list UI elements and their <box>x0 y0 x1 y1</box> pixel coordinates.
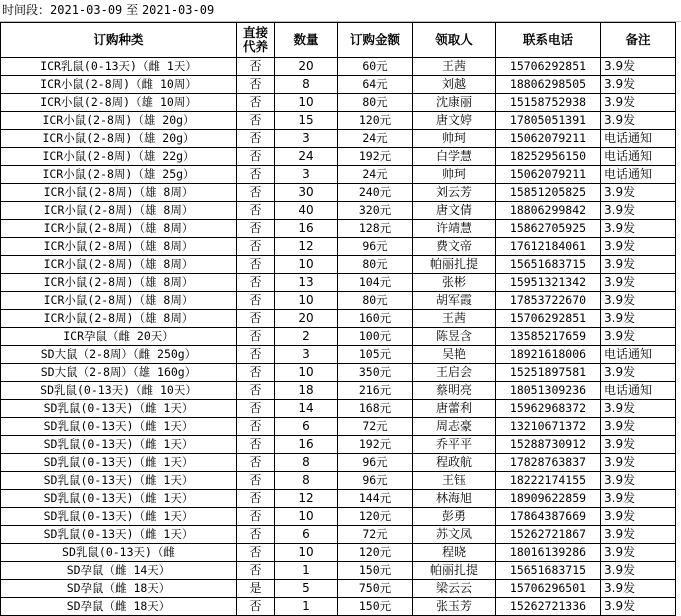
phone-cell: 18806299842 <box>496 202 601 220</box>
table-row <box>1 544 676 562</box>
recipient-cell: 帅珂 <box>413 130 496 148</box>
direct-raise-cell: 否 <box>237 508 275 526</box>
quantity-cell: 10 <box>275 544 338 562</box>
table-row <box>1 238 676 256</box>
table-row <box>1 580 676 598</box>
recipient-cell: 程政航 <box>413 454 496 472</box>
direct-raise-cell: 否 <box>237 76 275 94</box>
type-cell: SD大鼠（2-8周）（雄 160g） <box>1 364 237 382</box>
type-cell: ICR孕鼠（雌 20天） <box>1 328 237 346</box>
note-cell: 3.9发 <box>601 238 676 256</box>
amount-cell: 144元 <box>338 490 413 508</box>
phone-cell: 17612184061 <box>496 238 601 256</box>
direct-raise-cell: 否 <box>237 562 275 580</box>
amount-cell: 150元 <box>338 562 413 580</box>
amount-cell: 72元 <box>338 418 413 436</box>
type-cell: SD乳鼠(0-13天)（雌 1天） <box>1 400 237 418</box>
phone-cell: 15706296501 <box>496 580 601 598</box>
table-row <box>1 292 676 310</box>
direct-raise-cell: 否 <box>237 436 275 454</box>
note-cell: 电话通知 <box>601 382 676 400</box>
direct-raise-cell: 否 <box>237 346 275 364</box>
recipient-cell: 胡军霞 <box>413 292 496 310</box>
note-cell: 3.9发 <box>601 184 676 202</box>
type-cell: ICR小鼠(2-8周)（雄 25g） <box>1 166 237 184</box>
range-separator: 至 <box>126 3 139 17</box>
amount-cell: 150元 <box>338 598 413 616</box>
time-range-header <box>0 0 681 22</box>
phone-cell: 13210671372 <box>496 418 601 436</box>
table-row <box>1 526 676 544</box>
table-row <box>1 112 676 130</box>
note-cell: 3.9发 <box>601 544 676 562</box>
type-cell: SD乳鼠(0-13天)（雌 1天） <box>1 508 237 526</box>
quantity-cell: 10 <box>275 292 338 310</box>
type-cell: ICR小鼠(2-8周)（雄 8周） <box>1 292 237 310</box>
direct-raise-cell: 否 <box>237 130 275 148</box>
quantity-cell: 8 <box>275 472 338 490</box>
direct-raise-cell: 否 <box>237 328 275 346</box>
quantity-cell: 40 <box>275 202 338 220</box>
recipient-cell: 唐蕾利 <box>413 400 496 418</box>
phone-cell: 15862705925 <box>496 220 601 238</box>
type-cell: ICR小鼠(2-8周)（雄 22g） <box>1 148 237 166</box>
type-cell: ICR小鼠(2-8周)（雄 20g） <box>1 112 237 130</box>
amount-cell: 120元 <box>338 508 413 526</box>
type-cell: ICR小鼠(2-8周)（雄 20g） <box>1 130 237 148</box>
note-cell: 3.9发 <box>601 256 676 274</box>
quantity-cell: 6 <box>275 418 338 436</box>
table-row <box>1 148 676 166</box>
phone-cell: 17853722670 <box>496 292 601 310</box>
direct-raise-cell: 否 <box>237 310 275 328</box>
table-row <box>1 562 676 580</box>
direct-raise-cell: 否 <box>237 490 275 508</box>
phone-cell: 15962968372 <box>496 400 601 418</box>
amount-cell: 192元 <box>338 436 413 454</box>
recipient-cell: 吴艳 <box>413 346 496 364</box>
phone-cell: 15851205825 <box>496 184 601 202</box>
recipient-cell: 程晓 <box>413 544 496 562</box>
phone-cell: 18806298505 <box>496 76 601 94</box>
table-row <box>1 256 676 274</box>
recipient-cell: 帕丽扎提 <box>413 562 496 580</box>
table-row <box>1 94 676 112</box>
table-row <box>1 76 676 94</box>
type-cell: ICR小鼠(2-8周)（雄 8周） <box>1 274 237 292</box>
table-row <box>1 472 676 490</box>
table-row <box>1 220 676 238</box>
quantity-cell: 1 <box>275 598 338 616</box>
amount-cell: 120元 <box>338 112 413 130</box>
table-row <box>1 382 676 400</box>
quantity-cell: 3 <box>275 130 338 148</box>
quantity-cell: 20 <box>275 310 338 328</box>
quantity-cell: 10 <box>275 94 338 112</box>
quantity-cell: 3 <box>275 166 338 184</box>
direct-raise-cell: 否 <box>237 454 275 472</box>
amount-cell: 105元 <box>338 346 413 364</box>
direct-raise-cell: 否 <box>237 544 275 562</box>
quantity-cell: 24 <box>275 148 338 166</box>
date-from: 2021-03-09 <box>50 3 123 17</box>
phone-cell: 18252956150 <box>496 148 601 166</box>
note-cell: 3.9发 <box>601 220 676 238</box>
amount-cell: 160元 <box>338 310 413 328</box>
amount-cell: 96元 <box>338 472 413 490</box>
type-cell: ICR小鼠(2-8周)（雄 8周） <box>1 238 237 256</box>
phone-cell: 15262721336 <box>496 598 601 616</box>
column-header-direct-raise: 直接代养 <box>237 23 275 58</box>
table-row <box>1 598 676 616</box>
amount-cell: 80元 <box>338 292 413 310</box>
recipient-cell: 王启会 <box>413 364 496 382</box>
direct-raise-cell: 否 <box>237 148 275 166</box>
recipient-cell: 张玉芳 <box>413 598 496 616</box>
recipient-cell: 沈康丽 <box>413 94 496 112</box>
column-header-phone: 联系电话 <box>496 23 601 58</box>
amount-cell: 120元 <box>338 544 413 562</box>
recipient-cell: 乔平平 <box>413 436 496 454</box>
note-cell: 3.9发 <box>601 310 676 328</box>
amount-cell: 192元 <box>338 148 413 166</box>
note-cell: 电话通知 <box>601 346 676 364</box>
recipient-cell: 帅珂 <box>413 166 496 184</box>
note-cell: 3.9发 <box>601 598 676 616</box>
direct-raise-cell: 否 <box>237 238 275 256</box>
note-cell: 电话通知 <box>601 166 676 184</box>
note-cell: 3.9发 <box>601 508 676 526</box>
quantity-cell: 6 <box>275 526 338 544</box>
direct-raise-cell: 否 <box>237 112 275 130</box>
recipient-cell: 苏文凤 <box>413 526 496 544</box>
column-header-recipient: 领取人 <box>413 23 496 58</box>
recipient-cell: 王茜 <box>413 58 496 76</box>
direct-raise-cell: 否 <box>237 202 275 220</box>
amount-cell: 350元 <box>338 364 413 382</box>
type-cell: SD乳鼠(0-13天)（雌 1天） <box>1 490 237 508</box>
amount-cell: 64元 <box>338 76 413 94</box>
phone-cell: 15651683715 <box>496 256 601 274</box>
note-cell: 3.9发 <box>601 112 676 130</box>
amount-cell: 96元 <box>338 238 413 256</box>
recipient-cell: 林海旭 <box>413 490 496 508</box>
type-cell: SD孕鼠（雌 18天） <box>1 580 237 598</box>
type-cell: SD乳鼠(0-13天)（雌 <box>1 544 237 562</box>
phone-cell: 18909622859 <box>496 490 601 508</box>
phone-cell: 18016139286 <box>496 544 601 562</box>
quantity-cell: 12 <box>275 238 338 256</box>
amount-cell: 24元 <box>338 130 413 148</box>
note-cell: 3.9发 <box>601 202 676 220</box>
amount-cell: 320元 <box>338 202 413 220</box>
type-cell: SD乳鼠(0-13天)（雌 1天） <box>1 526 237 544</box>
table-row <box>1 418 676 436</box>
note-cell: 3.9发 <box>601 400 676 418</box>
type-cell: SD孕鼠（雌 18天） <box>1 598 237 616</box>
type-cell: SD大鼠（2-8周）（雌 250g） <box>1 346 237 364</box>
table-row <box>1 130 676 148</box>
phone-cell: 15251897581 <box>496 364 601 382</box>
type-cell: ICR乳鼠(0-13天)（雌 1天） <box>1 58 237 76</box>
note-cell: 3.9发 <box>601 418 676 436</box>
direct-raise-cell: 否 <box>237 94 275 112</box>
phone-cell: 15951321342 <box>496 274 601 292</box>
type-cell: SD乳鼠(0-13天)（雌 1天） <box>1 418 237 436</box>
type-cell: ICR小鼠(2-8周)（雄 8周） <box>1 202 237 220</box>
type-cell: ICR小鼠(2-8周)（雄 10周） <box>1 94 237 112</box>
type-cell: ICR小鼠(2-8周)（雄 8周） <box>1 310 237 328</box>
type-cell: ICR小鼠(2-8周)（雄 8周） <box>1 256 237 274</box>
note-cell: 3.9发 <box>601 274 676 292</box>
recipient-cell: 帕丽扎提 <box>413 256 496 274</box>
phone-cell: 15706292851 <box>496 310 601 328</box>
type-cell: SD乳鼠(0-13天)（雌 1天） <box>1 454 237 472</box>
recipient-cell: 梁云云 <box>413 580 496 598</box>
quantity-cell: 10 <box>275 508 338 526</box>
direct-raise-cell: 否 <box>237 292 275 310</box>
note-cell: 3.9发 <box>601 490 676 508</box>
quantity-cell: 15 <box>275 112 338 130</box>
amount-cell: 104元 <box>338 274 413 292</box>
table-row <box>1 364 676 382</box>
quantity-cell: 8 <box>275 76 338 94</box>
type-cell: SD乳鼠(0-13天)（雌 1天） <box>1 436 237 454</box>
recipient-cell: 周志豪 <box>413 418 496 436</box>
note-cell: 3.9发 <box>601 472 676 490</box>
recipient-cell: 唐文婷 <box>413 112 496 130</box>
quantity-cell: 16 <box>275 436 338 454</box>
phone-cell: 15288730912 <box>496 436 601 454</box>
phone-cell: 18921618006 <box>496 346 601 364</box>
note-cell: 3.9发 <box>601 76 676 94</box>
recipient-cell: 彭勇 <box>413 508 496 526</box>
note-cell: 3.9发 <box>601 94 676 112</box>
phone-cell: 15062079211 <box>496 166 601 184</box>
recipient-cell: 许靖慧 <box>413 220 496 238</box>
direct-raise-cell: 否 <box>237 166 275 184</box>
quantity-cell: 2 <box>275 328 338 346</box>
note-cell: 3.9发 <box>601 526 676 544</box>
note-cell: 3.9发 <box>601 328 676 346</box>
order-table <box>0 22 676 616</box>
note-cell: 3.9发 <box>601 364 676 382</box>
recipient-cell: 王茜 <box>413 310 496 328</box>
quantity-cell: 1 <box>275 562 338 580</box>
note-cell: 3.9发 <box>601 58 676 76</box>
quantity-cell: 8 <box>275 454 338 472</box>
table-row <box>1 454 676 472</box>
table-header-row <box>1 23 676 58</box>
table-row <box>1 202 676 220</box>
direct-raise-cell: 否 <box>237 382 275 400</box>
direct-raise-cell: 否 <box>237 472 275 490</box>
quantity-cell: 10 <box>275 364 338 382</box>
amount-cell: 240元 <box>338 184 413 202</box>
table-row <box>1 184 676 202</box>
amount-cell: 100元 <box>338 328 413 346</box>
table-row <box>1 310 676 328</box>
note-cell: 3.9发 <box>601 580 676 598</box>
table-row <box>1 400 676 418</box>
recipient-cell: 张彬 <box>413 274 496 292</box>
phone-cell: 15706292851 <box>496 58 601 76</box>
table-row <box>1 328 676 346</box>
direct-raise-cell: 否 <box>237 274 275 292</box>
quantity-cell: 13 <box>275 274 338 292</box>
phone-cell: 17805051391 <box>496 112 601 130</box>
amount-cell: 72元 <box>338 526 413 544</box>
type-cell: ICR小鼠(2-8周)（雄 8周） <box>1 220 237 238</box>
note-cell: 电话通知 <box>601 130 676 148</box>
direct-raise-cell: 否 <box>237 364 275 382</box>
amount-cell: 96元 <box>338 454 413 472</box>
amount-cell: 60元 <box>338 58 413 76</box>
amount-cell: 80元 <box>338 256 413 274</box>
column-header-note: 备注 <box>601 23 676 58</box>
type-cell: ICR小鼠(2-8周)（雌 10周） <box>1 76 237 94</box>
table-row <box>1 436 676 454</box>
amount-cell: 168元 <box>338 400 413 418</box>
quantity-cell: 10 <box>275 256 338 274</box>
table-row <box>1 274 676 292</box>
table-body <box>1 58 676 616</box>
quantity-cell: 30 <box>275 184 338 202</box>
column-header-quantity: 数量 <box>275 23 338 58</box>
recipient-cell: 蔡明亮 <box>413 382 496 400</box>
amount-cell: 750元 <box>338 580 413 598</box>
quantity-cell: 3 <box>275 346 338 364</box>
direct-raise-cell: 否 <box>237 526 275 544</box>
phone-cell: 18051309236 <box>496 382 601 400</box>
table-row <box>1 508 676 526</box>
quantity-cell: 18 <box>275 382 338 400</box>
recipient-cell: 刘云芳 <box>413 184 496 202</box>
recipient-cell: 王钰 <box>413 472 496 490</box>
recipient-cell: 白学慧 <box>413 148 496 166</box>
type-cell: SD乳鼠(0-13天)（雌 10天） <box>1 382 237 400</box>
recipient-cell: 刘越 <box>413 76 496 94</box>
phone-cell: 18222174155 <box>496 472 601 490</box>
type-cell: SD孕鼠（雌 14天） <box>1 562 237 580</box>
date-to: 2021-03-09 <box>141 3 215 17</box>
direct-raise-cell: 否 <box>237 400 275 418</box>
direct-raise-cell: 否 <box>237 418 275 436</box>
phone-cell: 15062079211 <box>496 130 601 148</box>
column-header-type: 订购种类 <box>1 23 237 58</box>
note-cell: 3.9发 <box>601 562 676 580</box>
quantity-cell: 12 <box>275 490 338 508</box>
direct-raise-cell: 否 <box>237 184 275 202</box>
amount-cell: 24元 <box>338 166 413 184</box>
type-cell: SD乳鼠(0-13天)（雌 1天） <box>1 472 237 490</box>
time-range-label: 时间段： <box>2 3 51 17</box>
phone-cell: 17864387669 <box>496 508 601 526</box>
phone-cell: 15262721867 <box>496 526 601 544</box>
direct-raise-cell: 是 <box>237 580 275 598</box>
quantity-cell: 20 <box>275 58 338 76</box>
note-cell: 3.9发 <box>601 436 676 454</box>
table-row <box>1 166 676 184</box>
note-cell: 电话通知 <box>601 148 676 166</box>
quantity-cell: 16 <box>275 220 338 238</box>
column-header-amount: 订购金额 <box>338 23 413 58</box>
type-cell: ICR小鼠(2-8周)（雄 8周） <box>1 184 237 202</box>
table-row <box>1 346 676 364</box>
direct-raise-cell: 否 <box>237 256 275 274</box>
amount-cell: 80元 <box>338 94 413 112</box>
direct-raise-cell: 否 <box>237 58 275 76</box>
recipient-cell: 唐文倩 <box>413 202 496 220</box>
note-cell: 3.9发 <box>601 454 676 472</box>
phone-cell: 17828763837 <box>496 454 601 472</box>
table-row <box>1 490 676 508</box>
direct-raise-cell: 否 <box>237 220 275 238</box>
direct-raise-cell: 否 <box>237 598 275 616</box>
note-cell: 3.9发 <box>601 292 676 310</box>
amount-cell: 128元 <box>338 220 413 238</box>
recipient-cell: 费文帝 <box>413 238 496 256</box>
table-row <box>1 58 676 76</box>
amount-cell: 216元 <box>338 382 413 400</box>
recipient-cell: 陈昱含 <box>413 328 496 346</box>
quantity-cell: 14 <box>275 400 338 418</box>
phone-cell: 15158752938 <box>496 94 601 112</box>
phone-cell: 13585217659 <box>496 328 601 346</box>
quantity-cell: 5 <box>275 580 338 598</box>
phone-cell: 15651683715 <box>496 562 601 580</box>
